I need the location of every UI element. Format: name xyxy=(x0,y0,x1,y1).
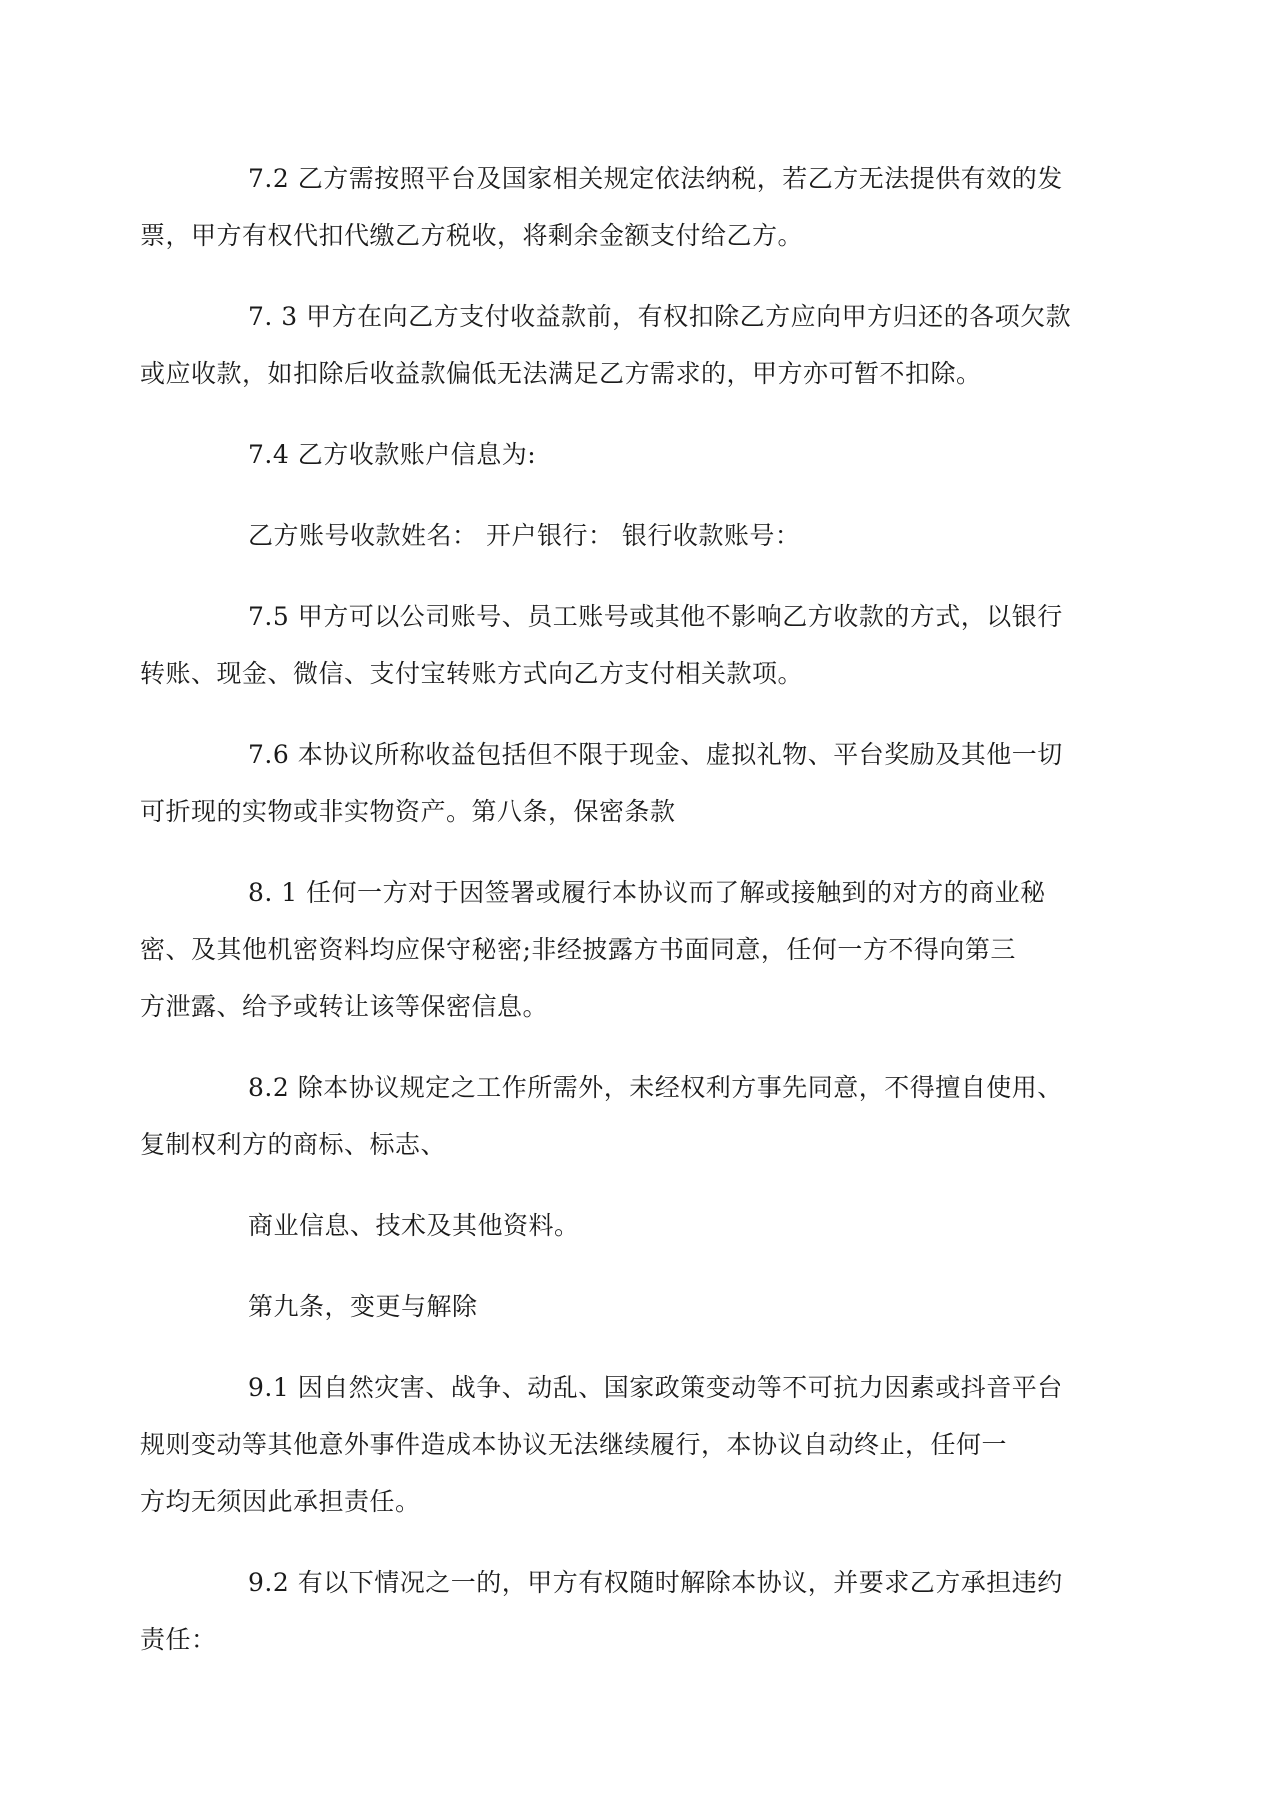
text-line: 7.2 乙方需按照平台及国家相关规定依法纳税，若乙方无法提供有效的发 xyxy=(248,164,1063,193)
text-line: 密、及其他机密资料均应保守秘密;非经披露方书面同意，任何一方不得向第三 xyxy=(140,935,1016,964)
clause-7-6 xyxy=(140,726,1094,840)
text-line: 商业信息、技术及其他资料。 xyxy=(248,1211,580,1240)
text-line: 8.2 除本协议规定之工作所需外，未经权利方事先同意，不得擅自使用、 xyxy=(248,1073,1063,1102)
text-line: 7.5 甲方可以公司账号、员工账号或其他不影响乙方收款的方式，以银行 xyxy=(248,602,1063,631)
document-body xyxy=(140,150,1094,1692)
clause-7-5 xyxy=(140,588,1094,702)
clause-9-2 xyxy=(140,1554,1094,1668)
clause-8-1 xyxy=(140,864,1094,1035)
text-line: 方均无须因此承担责任。 xyxy=(140,1487,421,1516)
text-line: 复制权利方的商标、标志、 xyxy=(140,1130,447,1159)
text-line: 可折现的实物或非实物资产。第八条，保密条款 xyxy=(140,797,676,826)
clause-8-2 xyxy=(140,1059,1094,1173)
clause-7-3 xyxy=(140,288,1094,402)
text-line: 规则变动等其他意外事件造成本协议无法继续履行，本协议自动终止，任何一 xyxy=(140,1430,1008,1459)
text-line: 7.4 乙方收款账户信息为: xyxy=(248,440,537,469)
text-line: 第九条，变更与解除 xyxy=(248,1292,478,1321)
text-line: 乙方账号收款姓名： 开户银行： 银行收款账号： xyxy=(248,521,801,550)
clause-9-1 xyxy=(140,1359,1094,1530)
clause-7-4 xyxy=(194,426,1094,483)
clause-7-2 xyxy=(140,150,1094,264)
text-line: 转账、现金、微信、支付宝转账方式向乙方支付相关款项。 xyxy=(140,659,804,688)
clause-8-2-continued xyxy=(194,1197,1094,1254)
text-line: 8. 1 任何一方对于因签署或履行本协议而了解或接触到的对方的商业秘 xyxy=(248,878,1046,907)
article-9-heading xyxy=(194,1278,1094,1335)
account-info-fields xyxy=(194,507,1094,564)
text-line: 9.2 有以下情况之一的，甲方有权随时解除本协议，并要求乙方承担违约 xyxy=(248,1568,1063,1597)
text-line: 票，甲方有权代扣代缴乙方税收，将剩余金额支付给乙方。 xyxy=(140,221,804,250)
text-line: 9.1 因自然灾害、战争、动乱、国家政策变动等不可抗力因素或抖音平台 xyxy=(248,1373,1063,1402)
text-line: 7. 3 甲方在向乙方支付收益款前，有权扣除乙方应向甲方归还的各项欠款 xyxy=(248,302,1072,331)
text-line: 方泄露、给予或转让该等保密信息。 xyxy=(140,992,549,1021)
text-line: 或应收款，如扣除后收益款偏低无法满足乙方需求的，甲方亦可暂不扣除。 xyxy=(140,359,982,388)
text-line: 责任： xyxy=(140,1625,217,1654)
text-line: 7.6 本协议所称收益包括但不限于现金、虚拟礼物、平台奖励及其他一切 xyxy=(248,740,1063,769)
